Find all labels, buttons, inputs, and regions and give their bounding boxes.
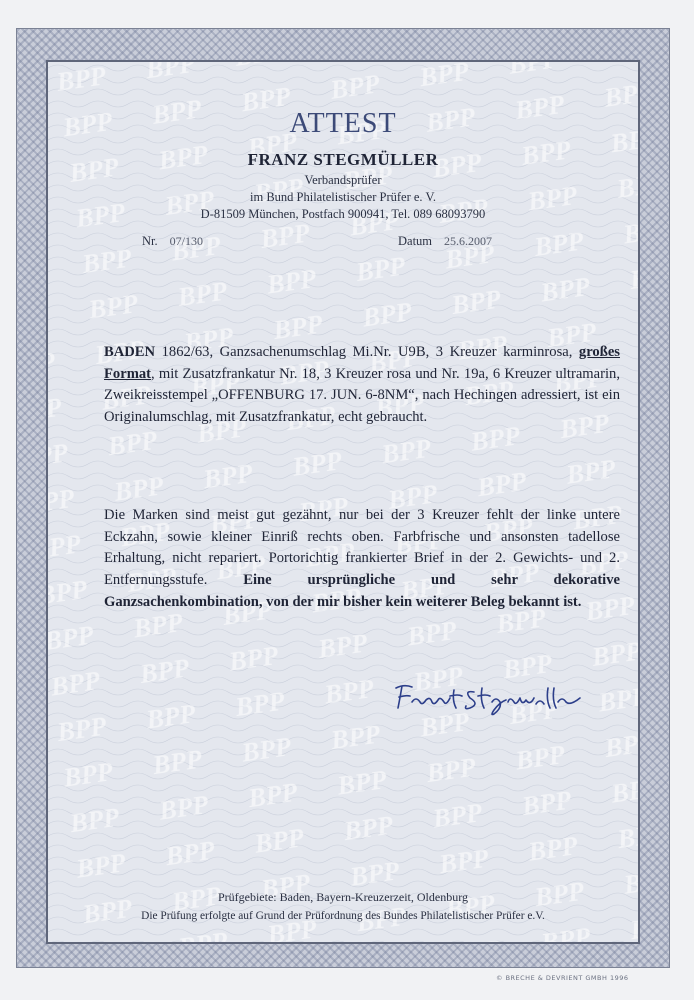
format-emphasis: großes Format xyxy=(104,344,620,382)
examiner-name: FRANZ STEGMÜLLER xyxy=(247,150,439,169)
description-text-a: 1862/63, Ganzsachenumschlag Mi.Nr. U9B, 3 Kreuzer karminrosa, xyxy=(155,344,579,360)
examiner-address: D-81509 München, Postfach 900941, Tel. 089 68093790 xyxy=(200,207,486,221)
description-paragraph xyxy=(104,342,620,429)
condition-text: Die Marken sind meist gut gezähnt, nur bei der 3 Kreuzer fehlt der linke untere Eckzahn, sowie kleiner Einriß rechts oben. Farbfrische und ansonsten tadellose Erhaltung, nicht repariert. Portorichtig frankierter Brief in der 2. Gewichts- und 2. Entfernungsstufe. xyxy=(104,507,620,589)
examiner-role: Verbandsprüfer xyxy=(304,173,382,187)
country-name: BADEN xyxy=(104,344,156,360)
certificate-panel xyxy=(46,60,640,944)
certificate-date xyxy=(398,234,492,249)
examination-note: Die Prüfung erfolgte auf Grund der Prüfordnung des Bundes Philatelistischer Prüfer e.V. xyxy=(141,910,545,922)
certificate-number xyxy=(142,234,203,249)
certificate-content xyxy=(48,62,638,942)
handwritten-signature xyxy=(390,678,586,718)
date-label: Datum xyxy=(398,234,433,248)
condition-paragraph xyxy=(104,505,620,614)
date-value: 25.6.2007 xyxy=(444,234,493,248)
printer-imprint: © BRECHE & DEVRIENT GMBH 1996 xyxy=(496,974,629,982)
number-value: 07/130 xyxy=(169,234,203,248)
number-label: Nr. xyxy=(142,234,158,248)
test-areas: Prüfgebiete: Baden, Bayern-Kreuzerzeit, Oldenburg xyxy=(217,890,468,904)
description-text-b: , mit Zusatzfrankatur Nr. 18, 3 Kreuzer rosa und Nr. 19a, 6 Kreuzer ultramarin, Zweikreisstempel „OFFENBURG 17. JUN. 6-8NM“, nach Hechingen adressiert, ist ein Originalumschlag, mit Zusatzfrankatur, echt gebraucht. xyxy=(104,365,620,426)
examiner-association: im Bund Philatelistischer Prüfer e. V. xyxy=(250,190,436,204)
conclusion-text: Eine ursprüngliche und sehr dekorative Ganzsachenkombination, von der mir bisher kein weiterer Beleg bekannt ist. xyxy=(104,572,621,610)
certificate-title: ATTEST xyxy=(289,108,397,139)
